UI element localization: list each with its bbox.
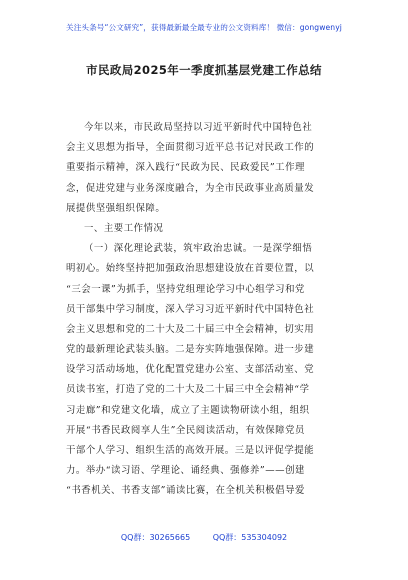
paragraph-line: 会主义思想和党的二十大及二十届三中全会精神，切实用 — [66, 323, 315, 335]
paragraph-line: 开展“书香民政阅享人生”全民阅读活动，有效保障党员 — [66, 424, 305, 436]
paragraph-line: 重要指示精神，深入践行“民政为民、民政爱民”工作理 — [66, 162, 305, 174]
paragraph-line: 习走廊”和党建文化墙，成立了主题读物研读小组，组织 — [66, 404, 310, 416]
paragraph-line: 明初心。始终坚持把加强政治思想建设放在首要位置，以 — [66, 263, 315, 275]
promo-banner: 关注头条号“公文研究”，获得最新最全最专业的公文资料库！ 微信：gongwenyj — [66, 23, 342, 32]
paragraph-line: （一）深化理论武装，筑牢政治忠诚。一是深学细悟 — [84, 243, 313, 255]
paragraph-line: 设学习活动场地，优化配置党建办公室、支部活动室、党 — [66, 364, 315, 376]
paragraph-line: 党的最新理论武装头脑。二是夯实阵地强保障。进一步建 — [66, 344, 315, 356]
paragraph-line: “书香机关、书香支部”诵读比赛，在全机关积极倡导爱 — [66, 485, 305, 497]
footer-contact — [0, 532, 408, 543]
document-body — [66, 118, 356, 502]
paragraph-line: 展提供坚强组织保障。 — [66, 202, 166, 214]
paragraph-line: 力。举办“读习语、学理论、诵经典、强修养”——创建 — [66, 465, 305, 477]
paragraph-line: 会主义思想为指导，全面贯彻习近平总书记对民政工作的 — [66, 142, 315, 154]
paragraph-line: 念，促进党建与业务深度融合，为全市民政事业高质量发 — [66, 182, 315, 194]
qq-group-1: QQ群：30265665 — [120, 533, 191, 542]
paragraph-line: 今年以来，市民政局坚持以习近平新时代中国特色社 — [84, 122, 313, 133]
qq-group-2: QQ群：535304092 — [212, 533, 288, 542]
paragraph-line: “三会一课”为抓手，坚持党组理论学习中心组学习和党 — [66, 283, 305, 295]
paragraph-line: 干部个人学习、组织生活的高效开展。三是以评促学提能 — [66, 445, 315, 456]
page-title: 市民政局2025年一季度抓基层党建工作总结 — [86, 63, 322, 77]
section-heading: 一、主要工作情况 — [84, 222, 164, 234]
paragraph-line: 员干部集中学习制度，深入学习习近平新时代中国特色社 — [66, 303, 315, 315]
paragraph-line: 员读书室，打造了党的二十大及二十届三中全会精神“学 — [66, 384, 310, 396]
